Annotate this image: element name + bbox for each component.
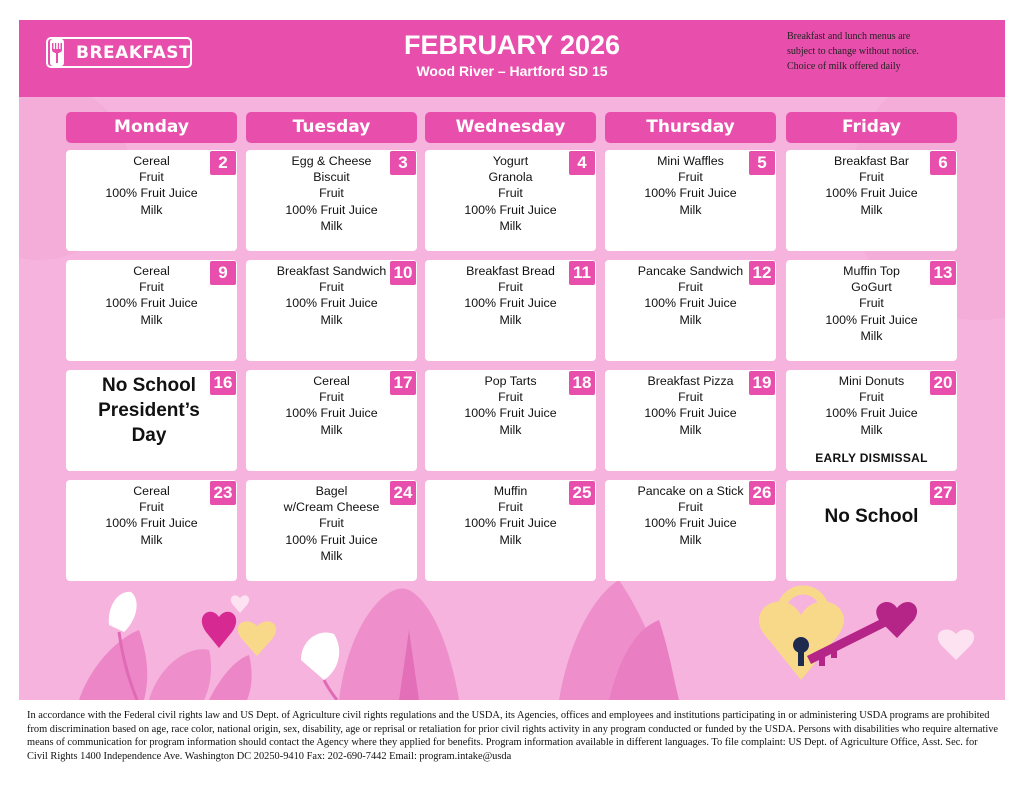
early-dismissal-note: EARLY DISMISSAL xyxy=(815,451,928,465)
badge-label: BREAKFAST xyxy=(76,42,192,63)
menu-item: 100% Fruit Juice xyxy=(285,406,378,421)
menu-item: 100% Fruit Juice xyxy=(644,406,737,421)
day-cell xyxy=(246,260,417,361)
menu-item: Milk xyxy=(320,218,343,233)
menu-item: Breakfast Bar xyxy=(833,154,910,168)
date-number: 18 xyxy=(569,371,595,395)
menu-item: Fruit xyxy=(319,390,344,405)
day-cell xyxy=(425,370,596,471)
date-number: 3 xyxy=(390,151,416,175)
menu-item: Milk xyxy=(320,422,343,437)
menu-item: Mini Waffles xyxy=(657,154,724,168)
menu-item: 100% Fruit Juice xyxy=(464,406,557,421)
date-number: 26 xyxy=(749,481,775,505)
menu-item: Milk xyxy=(499,218,522,233)
menu-item: Fruit xyxy=(678,280,703,295)
day-cell xyxy=(786,150,957,251)
menu-item: Bagel xyxy=(315,484,348,498)
menu-item: Fruit xyxy=(678,390,703,405)
day-header-thursday: Thursday xyxy=(605,112,776,143)
date-number: 25 xyxy=(569,481,595,505)
menu-items xyxy=(605,153,776,218)
menu-items xyxy=(425,483,596,548)
menu-item: Yogurt xyxy=(492,154,529,168)
menu-items xyxy=(605,373,776,438)
menu-item: Fruit xyxy=(678,170,703,185)
day-cell xyxy=(605,150,776,251)
menu-item: Cereal xyxy=(133,484,170,498)
date-number: 13 xyxy=(930,261,956,285)
day-cell xyxy=(786,480,957,581)
menu-item: Milk xyxy=(679,422,702,437)
menu-item: Fruit xyxy=(859,296,884,311)
menu-item: 100% Fruit Juice xyxy=(285,532,378,547)
date-number: 9 xyxy=(210,261,236,285)
day-header-tuesday: Tuesday xyxy=(246,112,417,143)
menu-item: Milk xyxy=(320,548,343,563)
menu-item: Pop Tarts xyxy=(484,374,537,388)
menu-item: 100% Fruit Juice xyxy=(825,406,918,421)
menu-item: 100% Fruit Juice xyxy=(285,202,378,217)
menu-item: 100% Fruit Juice xyxy=(464,202,557,217)
menu-item: Fruit xyxy=(498,390,523,405)
holiday-line: No School xyxy=(102,375,196,396)
date-number: 17 xyxy=(390,371,416,395)
menu-item: 100% Fruit Juice xyxy=(644,186,737,201)
date-number: 19 xyxy=(749,371,775,395)
menu-item: Fruit xyxy=(319,186,344,201)
menu-item: 100% Fruit Juice xyxy=(285,296,378,311)
menu-items xyxy=(605,483,776,548)
menu-item: Milk xyxy=(320,312,343,327)
menu-item: Milk xyxy=(499,532,522,547)
date-number: 16 xyxy=(210,371,236,395)
menu-item: Breakfast Sandwich xyxy=(276,264,387,278)
menu-item: Milk xyxy=(679,312,702,327)
menu-item: Muffin xyxy=(493,484,528,498)
menu-items xyxy=(246,483,417,564)
menu-item: Fruit xyxy=(139,500,164,515)
menu-item: Fruit xyxy=(139,280,164,295)
date-number: 24 xyxy=(390,481,416,505)
day-cell xyxy=(605,260,776,361)
menu-items xyxy=(66,263,237,328)
day-cell xyxy=(786,370,957,471)
menu-item: Milk xyxy=(860,202,883,217)
menu-item: Fruit xyxy=(678,500,703,515)
breakfast-badge xyxy=(46,37,192,68)
day-header-friday: Friday xyxy=(786,112,957,143)
holiday-label xyxy=(74,373,224,448)
menu-items xyxy=(66,153,237,218)
menu-item: 100% Fruit Juice xyxy=(105,186,198,201)
day-cell xyxy=(425,150,596,251)
date-number: 6 xyxy=(930,151,956,175)
day-header-wednesday: Wednesday xyxy=(425,112,596,143)
day-header-monday: Monday xyxy=(66,112,237,143)
no-school-label: No School xyxy=(824,506,919,527)
date-number: 11 xyxy=(569,261,595,285)
day-cell xyxy=(425,260,596,361)
menu-items xyxy=(246,263,417,328)
menu-item: 100% Fruit Juice xyxy=(105,516,198,531)
menu-item: Cereal xyxy=(133,264,170,278)
notice-line: Choice of milk offered daily xyxy=(787,61,901,72)
day-cell xyxy=(66,150,237,251)
menu-items xyxy=(786,263,957,344)
menu-item: Granola xyxy=(488,170,533,185)
menu-items xyxy=(605,263,776,328)
menu-item: Fruit xyxy=(498,186,523,201)
menu-item: Milk xyxy=(679,202,702,217)
menu-item: Biscuit xyxy=(313,170,350,185)
menu-items xyxy=(425,153,596,234)
menu-item: Milk xyxy=(860,328,883,343)
menu-item: 100% Fruit Juice xyxy=(644,296,737,311)
menu-item: Fruit xyxy=(498,280,523,295)
notice-line: Breakfast and lunch menus are xyxy=(787,31,911,42)
date-number: 12 xyxy=(749,261,775,285)
menu-item: Milk xyxy=(860,422,883,437)
page-subtitle: Wood River – Hartford SD 15 xyxy=(416,63,608,79)
menu-item: Fruit xyxy=(319,280,344,295)
day-cell xyxy=(66,370,237,471)
menu-item: GoGurt xyxy=(851,280,892,295)
menu-item: Fruit xyxy=(859,170,884,185)
date-number: 20 xyxy=(930,371,956,395)
day-cell xyxy=(246,480,417,581)
holiday-line: President’s xyxy=(98,400,200,421)
menu-item: Milk xyxy=(499,422,522,437)
menu-item: Mini Donuts xyxy=(838,374,905,388)
menu-items xyxy=(786,153,957,218)
menu-items xyxy=(425,263,596,328)
day-cell xyxy=(66,260,237,361)
civil-rights-statement: In accordance with the Federal civil rights law and US Dept. of Agriculture civil rights regulations and the USDA, its Agencies, offices and employees and institutions participating in or administering USDA programs are prohibited from discrimination based on age, race color, national origin, sex, disability, age or reprisal or retaliation for prior civil rights activity in any program conducted or funded by the USDA. Persons with disabilities who require alternative means of communication for program information should contact the Agency where they applied for benefits. Program information available in different languages. To file complaint: US Dept. of Agriculture Office, Asst. Sec. for Civil Rights 1400 Independence Ave. Washington DC 20250-9410 Fax: 202-690-7442 Email: program.intake@usda xyxy=(27,710,999,762)
date-number: 4 xyxy=(569,151,595,175)
day-cell xyxy=(246,370,417,471)
menu-item: 100% Fruit Juice xyxy=(464,516,557,531)
date-number: 27 xyxy=(930,481,956,505)
date-number: 2 xyxy=(210,151,236,175)
menu-item: Milk xyxy=(499,312,522,327)
menu-item: Fruit xyxy=(498,500,523,515)
menu-item: 100% Fruit Juice xyxy=(105,296,198,311)
day-cell xyxy=(605,370,776,471)
menu-item: Cereal xyxy=(313,374,350,388)
menu-item: w/Cream Cheese xyxy=(283,500,380,515)
menu-item: Pancake on a Stick xyxy=(637,484,744,498)
menu-item: Fruit xyxy=(319,516,344,531)
day-cell xyxy=(66,480,237,581)
menu-item: Breakfast Bread xyxy=(466,264,555,278)
menu-item: 100% Fruit Juice xyxy=(825,186,918,201)
menu-notice xyxy=(787,29,997,74)
menu-item: 100% Fruit Juice xyxy=(644,516,737,531)
menu-item: Cereal xyxy=(133,154,170,168)
menu-items xyxy=(786,373,957,438)
plants-illustration xyxy=(79,580,974,700)
date-number: 23 xyxy=(210,481,236,505)
menu-item: Fruit xyxy=(859,390,884,405)
menu-items xyxy=(425,373,596,438)
holiday-line: Day xyxy=(131,425,167,446)
day-cell xyxy=(246,150,417,251)
menu-item: Milk xyxy=(140,202,163,217)
page-title: FEBRUARY 2026 xyxy=(403,30,621,60)
menu-item: Egg & Cheese xyxy=(291,154,372,168)
day-cell xyxy=(605,480,776,581)
menu-item: 100% Fruit Juice xyxy=(825,312,918,327)
menu-items xyxy=(246,373,417,438)
fork-icon xyxy=(50,39,64,66)
day-cell xyxy=(786,260,957,361)
menu-items xyxy=(66,483,237,548)
menu-item: Milk xyxy=(140,312,163,327)
notice-line: subject to change without notice. xyxy=(787,46,919,57)
menu-item: Milk xyxy=(140,532,163,547)
menu-item: Milk xyxy=(679,532,702,547)
menu-item: 100% Fruit Juice xyxy=(464,296,557,311)
menu-page xyxy=(19,20,1005,700)
header-bar xyxy=(19,20,1005,97)
menu-item: Breakfast Pizza xyxy=(647,374,734,388)
day-cell xyxy=(425,480,596,581)
menu-items xyxy=(246,153,417,234)
date-number: 10 xyxy=(390,261,416,285)
date-number: 5 xyxy=(749,151,775,175)
menu-item: Pancake Sandwich xyxy=(637,264,744,278)
menu-item: Muffin Top xyxy=(843,264,900,278)
menu-item: Fruit xyxy=(139,170,164,185)
